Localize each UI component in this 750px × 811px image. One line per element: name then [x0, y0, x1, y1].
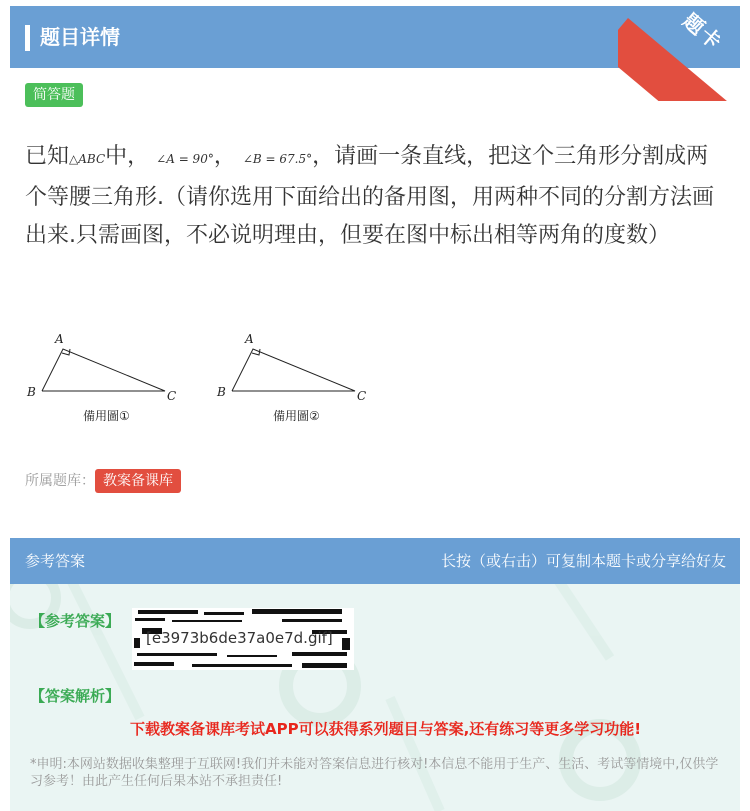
- source-bank-tag[interactable]: 教案备课库: [95, 469, 181, 493]
- analysis-label: 【答案解析】: [30, 687, 121, 705]
- figure-2: [216, 332, 366, 423]
- question-card: [10, 6, 740, 510]
- fig2-label-a: A: [245, 332, 254, 346]
- answer-title: 参考答案: [25, 552, 86, 570]
- answer-image-caption: [e3973b6de37a0e7d.gif]: [146, 629, 333, 647]
- ribbon-label: 题卡: [678, 8, 728, 55]
- fig2-caption: 備用圖②: [273, 409, 320, 423]
- app-promo-link[interactable]: 下载教案备课库考试APP可以获得系列题目与答案,还有练习等更多学习功能!: [130, 720, 642, 738]
- fig2-label-b: B: [217, 385, 226, 399]
- fig1-label-a: A: [55, 332, 64, 346]
- math-triangle-abc: △ABC: [69, 152, 106, 166]
- question-part-2: 中，: [105, 144, 150, 169]
- corner-ribbon: [618, 6, 738, 101]
- fig2-label-c: C: [357, 389, 367, 403]
- question-part-3: ，: [213, 144, 236, 169]
- math-angle-a: ∠A = 90°: [156, 152, 214, 166]
- question-text: [25, 138, 725, 256]
- share-hint: 长按（或右击）可复制本题卡或分享给好友: [440, 552, 726, 570]
- answer-panel: [10, 538, 740, 811]
- question-source: [25, 469, 181, 493]
- fig1-label-c: C: [167, 389, 177, 403]
- question-type-badge: 简答题: [25, 83, 83, 107]
- math-angle-b: ∠B = 67.5°: [242, 152, 313, 166]
- question-part-1: 已知: [25, 144, 70, 169]
- reference-answer-label: 【参考答案】: [30, 612, 121, 630]
- question-part-4: ，请画一条直线，把这个三角形分割成两个等腰三角形.（请你选用下面给出的备用图，用两种不同的分割方法画出来.只需画图，不必说明理由，但要在图中标出相等两角的度数）: [25, 144, 714, 248]
- figure-1: [26, 332, 176, 423]
- answer-header: [10, 538, 740, 584]
- backup-figures: [25, 328, 395, 428]
- disclaimer-text: *申明:本网站数据收集整理于互联网!我们并未能对答案信息进行核对!本信息不能用于生产、生活、考试等情境中,仅供学习参考！由此产生任何后果本站不承担责任!: [30, 757, 719, 789]
- header-accent-bar: [25, 25, 30, 51]
- source-label: 所属题库：: [25, 473, 95, 489]
- fig1-label-b: B: [27, 385, 36, 399]
- fig1-caption: 備用圖①: [83, 409, 130, 423]
- page-title: 题目详情: [40, 25, 120, 49]
